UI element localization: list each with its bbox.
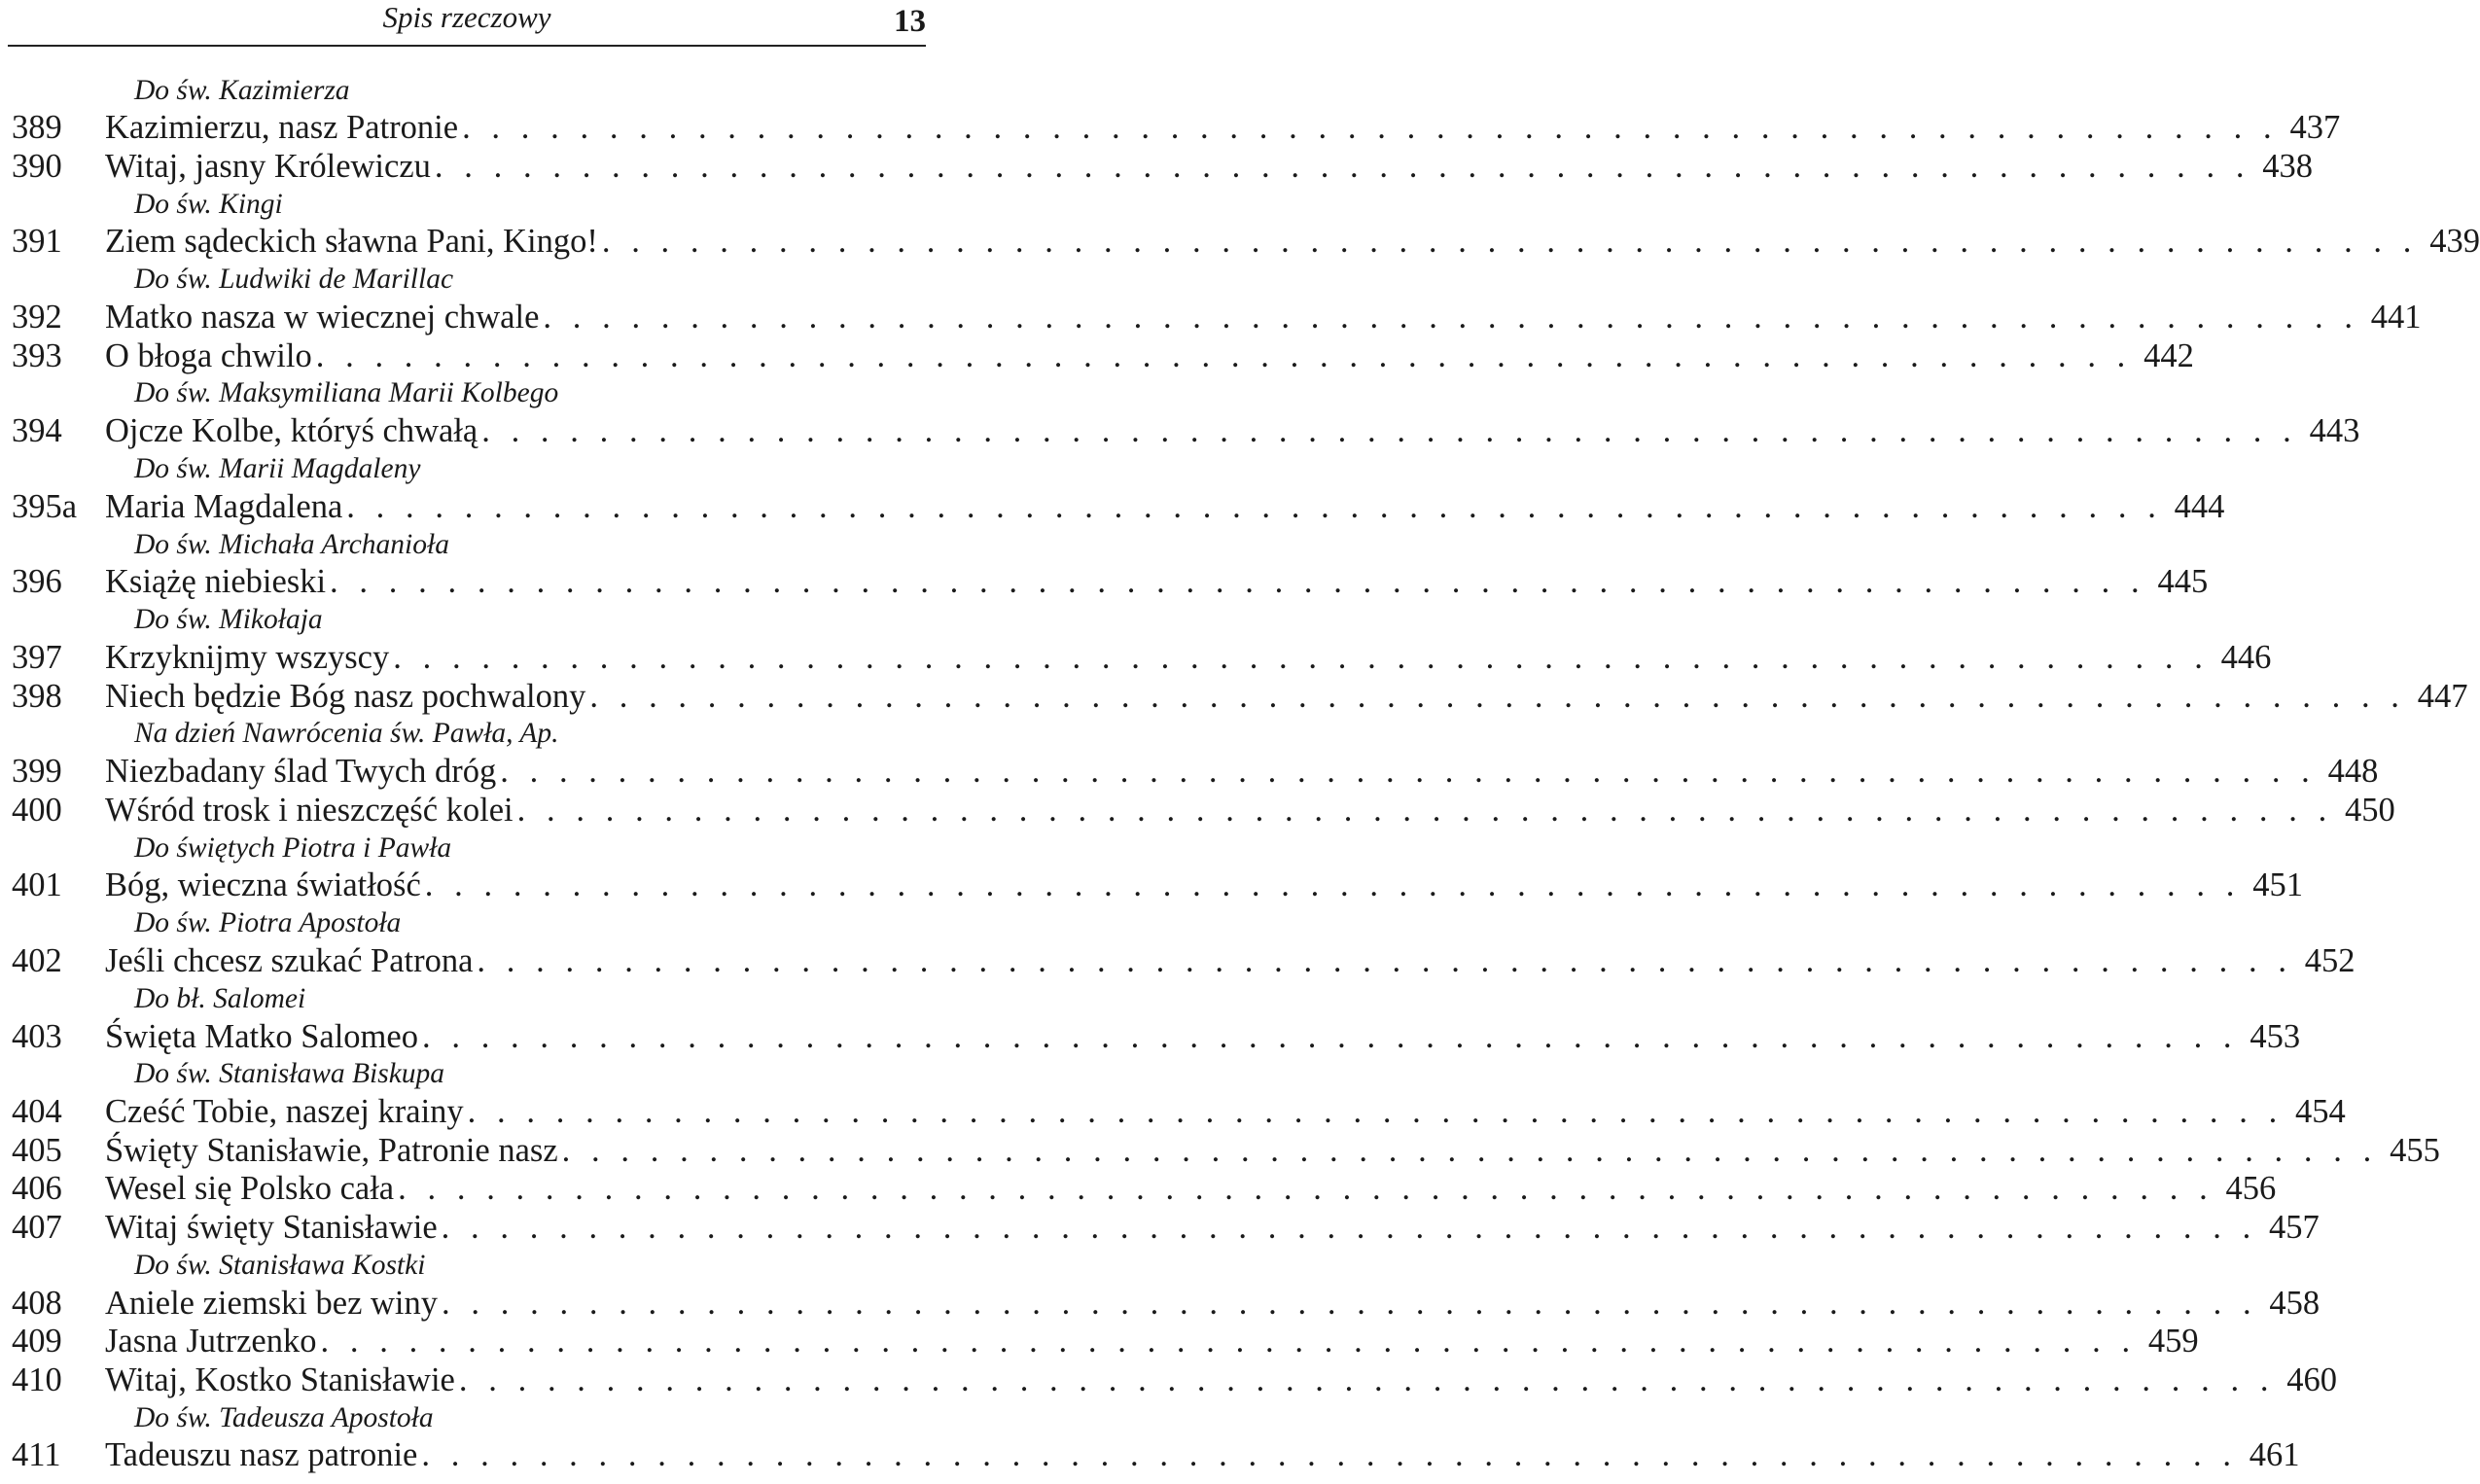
entry-page: 443 (2309, 412, 2360, 450)
toc-entry (12, 1131, 2440, 1171)
toc-entry (12, 1208, 2320, 1248)
section-heading: Do św. Tadeusza Apostoła (134, 1401, 434, 1433)
entry-title: Matko nasza w wiecznej chwale (105, 299, 540, 336)
toc-entry (12, 1436, 2300, 1475)
entry-page: 456 (2225, 1170, 2277, 1208)
section-heading: Na dzień Nawrócenia św. Pawła, Ap. (134, 718, 559, 750)
section-heading: Do bł. Salomei (134, 982, 306, 1014)
toc-entry (12, 791, 2395, 830)
entry-title: Wśród trosk i nieszczęść kolei (105, 791, 514, 829)
entry-number: 391 (12, 223, 62, 261)
entry-page: 445 (2157, 563, 2209, 601)
entry-page: 448 (2327, 753, 2379, 791)
dot-leader: . . . . . . . . . . . . . . . . . . . . . . . . . . . . . . . . . . . . . . . . . . . . . . . . . . . . . . . . . . . . . . (477, 942, 2293, 980)
entry-page: 447 (2417, 677, 2468, 715)
entry-title: Cześć Tobie, naszej krainy (105, 1093, 464, 1131)
entry-number: 393 (12, 336, 62, 374)
section-heading: Do św. Marii Magdaleny (134, 453, 421, 485)
entry-page: 444 (2174, 487, 2225, 525)
entry-page: 458 (2269, 1284, 2321, 1322)
section-heading: Do św. Kingi (134, 188, 283, 220)
entry-page: 446 (2220, 639, 2272, 677)
entry-title: O błoga chwilo (105, 336, 312, 374)
toc-entry (12, 639, 2272, 678)
entry-title: Kazimierzu, nasz Patronie (105, 109, 459, 147)
entry-page: 439 (2429, 223, 2480, 261)
entry-title: Witaj, Kostko Stanisławie (105, 1360, 455, 1398)
toc-entry (12, 677, 2468, 716)
dot-leader: . . . . . . . . . . . . . . . . . . . . . . . . . . . . . . . . . . . . . . . . . . . . . . . . . . . . . . . . . . . . . . (462, 109, 2279, 147)
dot-leader: . . . . . . . . . . . . . . . . . . . . . . . . . . . . . . . . . . . . . . . . . . . . . . . . . . . . . . . . . . . . . . (561, 1131, 2378, 1169)
section-heading: Do świętych Piotra i Pawła (134, 831, 452, 864)
entry-number: 403 (12, 1017, 62, 1055)
dot-leader: . . . . . . . . . . . . . . . . . . . . . . . . . . . . . . . . . . . . . . . . . . . . . . . . . . . . . . . . . . . . . . (434, 147, 2251, 185)
dot-leader: . . . . . . . . . . . . . . . . . . . . . . . . . . . . . . . . . . . . . . . . . . . . . . . . . . . . . . . . . . . . . . (393, 639, 2210, 677)
toc-entry (12, 1323, 2199, 1361)
dot-leader: . . . . . . . . . . . . . . . . . . . . . . . . . . . . . . . . . . . . . . . . . . . . . . . . . . . . . . . . . . . . . . (458, 1360, 2275, 1398)
entry-title: Jasna Jutrzenko (105, 1323, 317, 1360)
entry-page: 453 (2250, 1017, 2301, 1055)
entry-title: Maria Magdalena (105, 487, 343, 525)
entry-page: 442 (2143, 336, 2194, 374)
entry-number: 397 (12, 639, 62, 677)
toc-entry (12, 147, 2314, 187)
entry-page: 461 (2249, 1436, 2300, 1474)
entry-title: Książę niebieski (105, 563, 327, 601)
entry-title: Aniele ziemski bez winy (105, 1284, 439, 1322)
toc-entry (12, 487, 2225, 527)
section-heading: Do św. Mikołaja (134, 604, 323, 636)
section-heading: Do św. Michała Archanioła (134, 528, 449, 560)
page-number: 13 (894, 4, 926, 39)
entry-page: 441 (2370, 299, 2422, 336)
entry-number: 396 (12, 563, 62, 601)
dot-leader: . . . . . . . . . . . . . . . . . . . . . . . . . . . . . . . . . . . . . . . . . . . . . . . . . . . . . . . . . . . . . . (421, 1436, 2238, 1474)
entry-title: Niezbadany ślad Twych dróg (105, 753, 497, 791)
dot-leader: . . . . . . . . . . . . . . . . . . . . . . . . . . . . . . . . . . . . . . . . . . . . . . . . . . . . . . . . . . . . . . (315, 336, 2132, 374)
entry-number: 402 (12, 942, 62, 980)
entry-number: 394 (12, 412, 62, 450)
dot-leader: . . . . . . . . . . . . . . . . . . . . . . . . . . . . . . . . . . . . . . . . . . . . . . . . . . . . . . . . . . . . . . (601, 223, 2418, 261)
table-of-contents (12, 72, 2480, 1475)
entry-title: Krzyknijmy wszyscy (105, 639, 390, 677)
toc-entry (12, 1360, 2337, 1399)
entry-page: 451 (2252, 866, 2303, 904)
entry-title: Wesel się Polsko cała (105, 1170, 395, 1208)
toc-entry (12, 563, 2209, 602)
entry-number: 399 (12, 753, 62, 791)
entry-title: Bóg, wieczna światłość (105, 866, 421, 904)
entry-title: Ziem sądeckich sławna Pani, Kingo! (105, 223, 598, 261)
toc-entry (12, 1284, 2321, 1323)
entry-number: 408 (12, 1284, 62, 1322)
entry-page: 437 (2289, 109, 2341, 147)
dot-leader: . . . . . . . . . . . . . . . . . . . . . . . . . . . . . . . . . . . . . . . . . . . . . . . . . . . . . . . . . . . . . . (441, 1208, 2257, 1246)
entry-number: 406 (12, 1170, 62, 1208)
entry-number: 395a (12, 487, 78, 525)
dot-leader: . . . . . . . . . . . . . . . . . . . . . . . . . . . . . . . . . . . . . . . . . . . . . . . . . . . . . . . . . . . . . . (398, 1170, 2214, 1208)
section-heading: Do św. Stanisława Biskupa (134, 1058, 445, 1090)
toc-entry (12, 866, 2303, 905)
entry-number: 392 (12, 299, 62, 336)
entry-page: 455 (2390, 1131, 2440, 1169)
entry-number: 398 (12, 677, 62, 715)
entry-page: 454 (2295, 1093, 2346, 1131)
dot-leader: . . . . . . . . . . . . . . . . . . . . . . . . . . . . . . . . . . . . . . . . . . . . . . . . . . . . . . . . . . . . . . (442, 1284, 2258, 1322)
toc-entry (12, 753, 2379, 792)
dot-leader: . . . . . . . . . . . . . . . . . . . . . . . . . . . . . . . . . . . . . . . . . . . . . . . . . . . . . . . . . . . . . . (589, 677, 2406, 715)
entry-number: 400 (12, 791, 62, 829)
page-header (8, 0, 926, 47)
entry-page: 450 (2345, 791, 2395, 829)
entry-number: 410 (12, 1360, 62, 1398)
toc-entry (12, 1093, 2346, 1132)
entry-number: 409 (12, 1323, 62, 1360)
entry-title: Święta Matko Salomeo (105, 1017, 418, 1055)
dot-leader: . . . . . . . . . . . . . . . . . . . . . . . . . . . . . . . . . . . . . . . . . . . . . . . . . . . . . . . . . . . . . . (330, 563, 2146, 601)
entry-title: Tadeuszu nasz patronie (105, 1436, 418, 1474)
entry-number: 404 (12, 1093, 62, 1131)
dot-leader: . . . . . . . . . . . . . . . . . . . . . . . . . . . . . . . . . . . . . . . . . . . . . . . . . . . . . . . . . . . . . . (320, 1323, 2137, 1360)
entry-number: 401 (12, 866, 62, 904)
toc-entry (12, 1017, 2301, 1056)
entry-title: Witaj święty Stanisławie (105, 1208, 438, 1246)
dot-leader: . . . . . . . . . . . . . . . . . . . . . . . . . . . . . . . . . . . . . . . . . . . . . . . . . . . . . . . . . . . . . . (346, 487, 2163, 525)
dot-leader: . . . . . . . . . . . . . . . . . . . . . . . . . . . . . . . . . . . . . . . . . . . . . . . . . . . . . . . . . . . . . . (516, 791, 2333, 829)
entry-page: 452 (2304, 942, 2356, 980)
dot-leader: . . . . . . . . . . . . . . . . . . . . . . . . . . . . . . . . . . . . . . . . . . . . . . . . . . . . . . . . . . . . . . (421, 1017, 2239, 1055)
entry-page: 457 (2269, 1208, 2320, 1246)
entry-page: 460 (2286, 1360, 2337, 1398)
entry-title: Witaj, jasny Królewiczu (105, 147, 431, 185)
entry-number: 390 (12, 147, 62, 185)
section-heading: Do św. Ludwiki de Marillac (134, 264, 454, 296)
entry-title: Ojcze Kolbe, któryś chwałą (105, 412, 478, 450)
section-heading: Do św. Piotra Apostoła (134, 907, 402, 939)
entry-page: 459 (2147, 1323, 2199, 1360)
entry-number: 389 (12, 109, 62, 147)
toc-entry (12, 299, 2422, 337)
entry-title: Niech będzie Bóg nasz pochwalony (105, 677, 586, 715)
dot-leader: . . . . . . . . . . . . . . . . . . . . . . . . . . . . . . . . . . . . . . . . . . . . . . . . . . . . . . . . . . . . . . (481, 412, 2298, 450)
toc-entry (12, 109, 2341, 148)
entry-title: Jeśli chcesz szukać Patrona (105, 942, 474, 980)
toc-entry (12, 942, 2356, 981)
dot-leader: . . . . . . . . . . . . . . . . . . . . . . . . . . . . . . . . . . . . . . . . . . . . . . . . . . . . . . . . . . . . . . (424, 866, 2241, 904)
section-heading: Do św. Kazimierza (134, 74, 350, 106)
entry-number: 405 (12, 1131, 62, 1169)
toc-entry (12, 1170, 2277, 1209)
dot-leader: . . . . . . . . . . . . . . . . . . . . . . . . . . . . . . . . . . . . . . . . . . . . . . . . . . . . . . . . . . . . . . (467, 1093, 2284, 1131)
toc-entry (12, 223, 2480, 262)
entry-title: Święty Stanisławie, Patronie nasz (105, 1131, 558, 1169)
entry-page: 438 (2262, 147, 2314, 185)
toc-entry (12, 412, 2360, 451)
toc-entry (12, 336, 2194, 375)
dot-leader: . . . . . . . . . . . . . . . . . . . . . . . . . . . . . . . . . . . . . . . . . . . . . . . . . . . . . . . . . . . . . . (500, 753, 2317, 791)
section-heading: Do św. Maksymiliana Marii Kolbego (134, 377, 559, 409)
running-title: Spis rzeczowy (382, 0, 551, 34)
entry-number: 407 (12, 1208, 62, 1246)
section-heading: Do św. Stanisława Kostki (134, 1249, 426, 1281)
dot-leader: . . . . . . . . . . . . . . . . . . . . . . . . . . . . . . . . . . . . . . . . . . . . . . . . . . . . . . . . . . . . . . (543, 299, 2359, 336)
entry-number: 411 (12, 1436, 61, 1474)
